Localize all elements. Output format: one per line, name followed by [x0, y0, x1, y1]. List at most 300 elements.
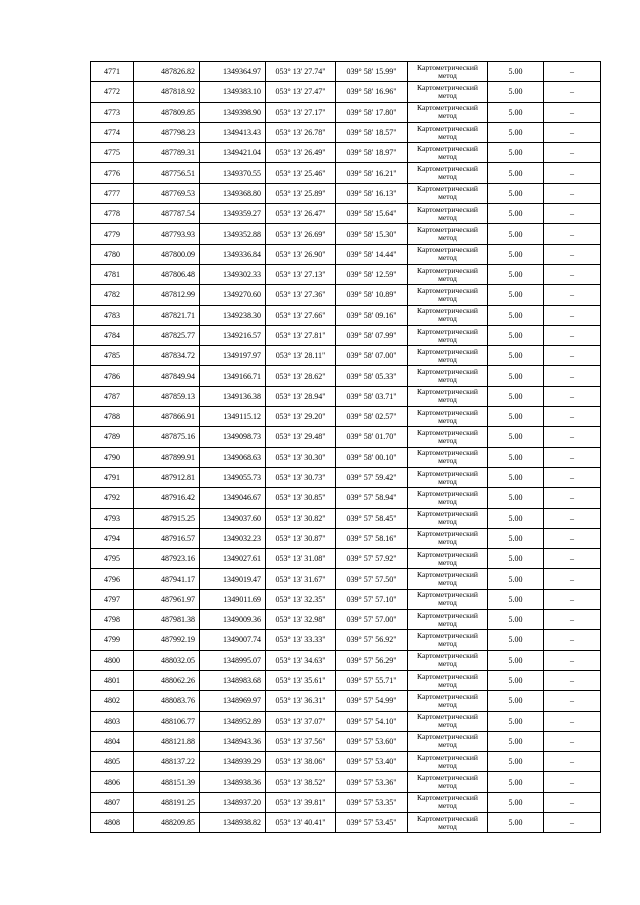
y-coordinate-cell: 1349398.90 [200, 102, 266, 122]
accuracy-cell: 5.00 [488, 589, 544, 609]
y-coordinate-cell: 1349302.33 [200, 264, 266, 284]
latitude-cell: 053° 13' 27.17" [266, 102, 336, 122]
point-number-cell: 4792 [91, 488, 134, 508]
note-cell: – [544, 569, 601, 589]
table-row [91, 325, 601, 345]
y-coordinate-cell: 1349421.04 [200, 143, 266, 163]
y-coordinate-cell: 1349368.80 [200, 183, 266, 203]
y-coordinate-cell: 1349009.36 [200, 610, 266, 630]
accuracy-cell: 5.00 [488, 264, 544, 284]
note-cell: – [544, 264, 601, 284]
longitude-cell: 039° 58' 18.57" [336, 122, 408, 142]
method-cell: Картометрический метод [408, 346, 488, 366]
x-coordinate-cell: 488106.77 [134, 711, 200, 731]
note-cell: – [544, 122, 601, 142]
table-row [91, 305, 601, 325]
table-row [91, 711, 601, 731]
accuracy-cell: 5.00 [488, 670, 544, 690]
method-cell: Картометрический метод [408, 731, 488, 751]
latitude-cell: 053° 13' 26.90" [266, 244, 336, 264]
latitude-cell: 053° 13' 30.85" [266, 488, 336, 508]
note-cell: – [544, 528, 601, 548]
method-cell: Картометрический метод [408, 62, 488, 82]
x-coordinate-cell: 487834.72 [134, 346, 200, 366]
accuracy-cell: 5.00 [488, 528, 544, 548]
point-number-cell: 4799 [91, 630, 134, 650]
x-coordinate-cell: 487806.48 [134, 264, 200, 284]
accuracy-cell: 5.00 [488, 407, 544, 427]
y-coordinate-cell: 1349166.71 [200, 366, 266, 386]
x-coordinate-cell: 487800.09 [134, 244, 200, 264]
note-cell: – [544, 325, 601, 345]
x-coordinate-cell: 487912.81 [134, 467, 200, 487]
longitude-cell: 039° 57' 58.16" [336, 528, 408, 548]
x-coordinate-cell: 487769.53 [134, 183, 200, 203]
point-number-cell: 4794 [91, 528, 134, 548]
point-number-cell: 4777 [91, 183, 134, 203]
y-coordinate-cell: 1349115.12 [200, 407, 266, 427]
y-coordinate-cell: 1349019.47 [200, 569, 266, 589]
y-coordinate-cell: 1349238.30 [200, 305, 266, 325]
table-row [91, 508, 601, 528]
x-coordinate-cell: 487809.85 [134, 102, 200, 122]
table-row [91, 427, 601, 447]
y-coordinate-cell: 1349068.63 [200, 447, 266, 467]
coordinates-table [90, 61, 601, 833]
method-cell: Картометрический метод [408, 163, 488, 183]
accuracy-cell: 5.00 [488, 285, 544, 305]
accuracy-cell: 5.00 [488, 752, 544, 772]
note-cell: – [544, 650, 601, 670]
point-number-cell: 4789 [91, 427, 134, 447]
note-cell: – [544, 752, 601, 772]
x-coordinate-cell: 488137.22 [134, 752, 200, 772]
x-coordinate-cell: 487916.57 [134, 528, 200, 548]
latitude-cell: 053° 13' 32.35" [266, 589, 336, 609]
longitude-cell: 039° 57' 57.50" [336, 569, 408, 589]
latitude-cell: 053° 13' 28.62" [266, 366, 336, 386]
y-coordinate-cell: 1349007.74 [200, 630, 266, 650]
longitude-cell: 039° 57' 58.45" [336, 508, 408, 528]
point-number-cell: 4805 [91, 752, 134, 772]
method-cell: Картометрический метод [408, 264, 488, 284]
latitude-cell: 053° 13' 36.31" [266, 691, 336, 711]
table-row [91, 224, 601, 244]
method-cell: Картометрический метод [408, 183, 488, 203]
point-number-cell: 4801 [91, 670, 134, 690]
longitude-cell: 039° 57' 56.92" [336, 630, 408, 650]
y-coordinate-cell: 1349270.60 [200, 285, 266, 305]
x-coordinate-cell: 487866.91 [134, 407, 200, 427]
longitude-cell: 039° 57' 58.94" [336, 488, 408, 508]
method-cell: Картометрический метод [408, 407, 488, 427]
note-cell: – [544, 549, 601, 569]
y-coordinate-cell: 1349037.60 [200, 508, 266, 528]
latitude-cell: 053° 13' 26.78" [266, 122, 336, 142]
method-cell: Картометрический метод [408, 447, 488, 467]
longitude-cell: 039° 58' 02.57" [336, 407, 408, 427]
table-row [91, 346, 601, 366]
note-cell: – [544, 346, 601, 366]
table-row [91, 610, 601, 630]
latitude-cell: 053° 13' 27.81" [266, 325, 336, 345]
longitude-cell: 039° 58' 07.00" [336, 346, 408, 366]
accuracy-cell: 5.00 [488, 244, 544, 264]
longitude-cell: 039° 58' 15.30" [336, 224, 408, 244]
table-row [91, 366, 601, 386]
latitude-cell: 053° 13' 38.52" [266, 772, 336, 792]
accuracy-cell: 5.00 [488, 204, 544, 224]
y-coordinate-cell: 1348938.82 [200, 812, 266, 832]
longitude-cell: 039° 58' 15.99" [336, 62, 408, 82]
latitude-cell: 053° 13' 37.56" [266, 731, 336, 751]
x-coordinate-cell: 487923.16 [134, 549, 200, 569]
latitude-cell: 053° 13' 31.08" [266, 549, 336, 569]
accuracy-cell: 5.00 [488, 346, 544, 366]
x-coordinate-cell: 488062.26 [134, 670, 200, 690]
longitude-cell: 039° 57' 56.29" [336, 650, 408, 670]
point-number-cell: 4797 [91, 589, 134, 609]
latitude-cell: 053° 13' 28.94" [266, 386, 336, 406]
note-cell: – [544, 82, 601, 102]
point-number-cell: 4800 [91, 650, 134, 670]
y-coordinate-cell: 1349383.10 [200, 82, 266, 102]
table-row [91, 589, 601, 609]
longitude-cell: 039° 58' 03.71" [336, 386, 408, 406]
accuracy-cell: 5.00 [488, 305, 544, 325]
longitude-cell: 039° 57' 53.36" [336, 772, 408, 792]
y-coordinate-cell: 1348943.36 [200, 731, 266, 751]
x-coordinate-cell: 487787.54 [134, 204, 200, 224]
note-cell: – [544, 143, 601, 163]
note-cell: – [544, 163, 601, 183]
x-coordinate-cell: 487825.77 [134, 325, 200, 345]
latitude-cell: 053° 13' 27.36" [266, 285, 336, 305]
x-coordinate-cell: 487941.17 [134, 569, 200, 589]
table-row [91, 752, 601, 772]
x-coordinate-cell: 487961.97 [134, 589, 200, 609]
longitude-cell: 039° 57' 54.99" [336, 691, 408, 711]
method-cell: Картометрический метод [408, 427, 488, 447]
latitude-cell: 053° 13' 27.66" [266, 305, 336, 325]
accuracy-cell: 5.00 [488, 447, 544, 467]
accuracy-cell: 5.00 [488, 163, 544, 183]
latitude-cell: 053° 13' 30.73" [266, 467, 336, 487]
accuracy-cell: 5.00 [488, 792, 544, 812]
point-number-cell: 4804 [91, 731, 134, 751]
method-cell: Картометрический метод [408, 752, 488, 772]
note-cell: – [544, 407, 601, 427]
note-cell: – [544, 610, 601, 630]
point-number-cell: 4791 [91, 467, 134, 487]
longitude-cell: 039° 57' 53.35" [336, 792, 408, 812]
latitude-cell: 053° 13' 25.89" [266, 183, 336, 203]
latitude-cell: 053° 13' 29.20" [266, 407, 336, 427]
note-cell: – [544, 204, 601, 224]
latitude-cell: 053° 13' 28.11" [266, 346, 336, 366]
method-cell: Картометрический метод [408, 244, 488, 264]
note-cell: – [544, 447, 601, 467]
method-cell: Картометрический метод [408, 650, 488, 670]
latitude-cell: 053° 13' 25.46" [266, 163, 336, 183]
table-row [91, 549, 601, 569]
point-number-cell: 4796 [91, 569, 134, 589]
note-cell: – [544, 508, 601, 528]
y-coordinate-cell: 1349136.38 [200, 386, 266, 406]
note-cell: – [544, 285, 601, 305]
y-coordinate-cell: 1349055.73 [200, 467, 266, 487]
x-coordinate-cell: 487875.16 [134, 427, 200, 447]
table-row [91, 812, 601, 832]
x-coordinate-cell: 487756.51 [134, 163, 200, 183]
y-coordinate-cell: 1349359.27 [200, 204, 266, 224]
y-coordinate-cell: 1348937.20 [200, 792, 266, 812]
y-coordinate-cell: 1349216.57 [200, 325, 266, 345]
latitude-cell: 053° 13' 26.47" [266, 204, 336, 224]
method-cell: Картометрический метод [408, 102, 488, 122]
method-cell: Картометрический метод [408, 82, 488, 102]
note-cell: – [544, 589, 601, 609]
table-row [91, 670, 601, 690]
latitude-cell: 053° 13' 29.48" [266, 427, 336, 447]
y-coordinate-cell: 1348938.36 [200, 772, 266, 792]
point-number-cell: 4806 [91, 772, 134, 792]
x-coordinate-cell: 488209.85 [134, 812, 200, 832]
table-row [91, 183, 601, 203]
note-cell: – [544, 183, 601, 203]
point-number-cell: 4779 [91, 224, 134, 244]
method-cell: Картометрический метод [408, 549, 488, 569]
note-cell: – [544, 488, 601, 508]
longitude-cell: 039° 57' 55.71" [336, 670, 408, 690]
longitude-cell: 039° 58' 14.44" [336, 244, 408, 264]
y-coordinate-cell: 1348983.68 [200, 670, 266, 690]
table-row [91, 731, 601, 751]
x-coordinate-cell: 487859.13 [134, 386, 200, 406]
x-coordinate-cell: 487899.91 [134, 447, 200, 467]
note-cell: – [544, 366, 601, 386]
table-row [91, 264, 601, 284]
y-coordinate-cell: 1349032.23 [200, 528, 266, 548]
point-number-cell: 4807 [91, 792, 134, 812]
y-coordinate-cell: 1349352.88 [200, 224, 266, 244]
x-coordinate-cell: 487981.38 [134, 610, 200, 630]
accuracy-cell: 5.00 [488, 488, 544, 508]
method-cell: Картометрический метод [408, 204, 488, 224]
y-coordinate-cell: 1349197.97 [200, 346, 266, 366]
x-coordinate-cell: 487798.23 [134, 122, 200, 142]
y-coordinate-cell: 1349046.67 [200, 488, 266, 508]
note-cell: – [544, 630, 601, 650]
method-cell: Картометрический метод [408, 143, 488, 163]
latitude-cell: 053° 13' 33.33" [266, 630, 336, 650]
table-row [91, 407, 601, 427]
point-number-cell: 4790 [91, 447, 134, 467]
table-row [91, 143, 601, 163]
method-cell: Картометрический метод [408, 812, 488, 832]
latitude-cell: 053° 13' 38.06" [266, 752, 336, 772]
latitude-cell: 053° 13' 35.61" [266, 670, 336, 690]
y-coordinate-cell: 1349413.43 [200, 122, 266, 142]
point-number-cell: 4773 [91, 102, 134, 122]
method-cell: Картометрический метод [408, 630, 488, 650]
table-row [91, 244, 601, 264]
note-cell: – [544, 102, 601, 122]
method-cell: Картометрический метод [408, 792, 488, 812]
point-number-cell: 4782 [91, 285, 134, 305]
point-number-cell: 4783 [91, 305, 134, 325]
longitude-cell: 039° 58' 09.16" [336, 305, 408, 325]
table-row [91, 772, 601, 792]
note-cell: – [544, 386, 601, 406]
x-coordinate-cell: 487818.92 [134, 82, 200, 102]
point-number-cell: 4778 [91, 204, 134, 224]
point-number-cell: 4780 [91, 244, 134, 264]
table-row [91, 386, 601, 406]
x-coordinate-cell: 487821.71 [134, 305, 200, 325]
longitude-cell: 039° 57' 54.10" [336, 711, 408, 731]
method-cell: Картометрический метод [408, 285, 488, 305]
y-coordinate-cell: 1349011.69 [200, 589, 266, 609]
x-coordinate-cell: 487849.94 [134, 366, 200, 386]
point-number-cell: 4781 [91, 264, 134, 284]
point-number-cell: 4795 [91, 549, 134, 569]
method-cell: Картометрический метод [408, 122, 488, 142]
table-row [91, 447, 601, 467]
note-cell: – [544, 467, 601, 487]
latitude-cell: 053° 13' 31.67" [266, 569, 336, 589]
accuracy-cell: 5.00 [488, 508, 544, 528]
longitude-cell: 039° 57' 57.10" [336, 589, 408, 609]
note-cell: – [544, 244, 601, 264]
point-number-cell: 4808 [91, 812, 134, 832]
method-cell: Картометрический метод [408, 772, 488, 792]
accuracy-cell: 5.00 [488, 62, 544, 82]
note-cell: – [544, 224, 601, 244]
longitude-cell: 039° 57' 53.45" [336, 812, 408, 832]
y-coordinate-cell: 1349336.84 [200, 244, 266, 264]
longitude-cell: 039° 57' 59.42" [336, 467, 408, 487]
x-coordinate-cell: 488121.88 [134, 731, 200, 751]
x-coordinate-cell: 488032.05 [134, 650, 200, 670]
x-coordinate-cell: 487992.19 [134, 630, 200, 650]
accuracy-cell: 5.00 [488, 650, 544, 670]
accuracy-cell: 5.00 [488, 386, 544, 406]
method-cell: Картометрический метод [408, 528, 488, 548]
method-cell: Картометрический метод [408, 467, 488, 487]
longitude-cell: 039° 58' 16.13" [336, 183, 408, 203]
longitude-cell: 039° 57' 53.40" [336, 752, 408, 772]
latitude-cell: 053° 13' 37.07" [266, 711, 336, 731]
point-number-cell: 4787 [91, 386, 134, 406]
point-number-cell: 4793 [91, 508, 134, 528]
method-cell: Картометрический метод [408, 305, 488, 325]
table-row [91, 792, 601, 812]
accuracy-cell: 5.00 [488, 610, 544, 630]
latitude-cell: 053° 13' 30.30" [266, 447, 336, 467]
method-cell: Картометрический метод [408, 610, 488, 630]
accuracy-cell: 5.00 [488, 549, 544, 569]
longitude-cell: 039° 58' 12.59" [336, 264, 408, 284]
table-row [91, 102, 601, 122]
method-cell: Картометрический метод [408, 691, 488, 711]
accuracy-cell: 5.00 [488, 467, 544, 487]
x-coordinate-cell: 488191.25 [134, 792, 200, 812]
y-coordinate-cell: 1349027.61 [200, 549, 266, 569]
table-row [91, 630, 601, 650]
point-number-cell: 4772 [91, 82, 134, 102]
point-number-cell: 4802 [91, 691, 134, 711]
y-coordinate-cell: 1348939.29 [200, 752, 266, 772]
accuracy-cell: 5.00 [488, 772, 544, 792]
x-coordinate-cell: 487793.93 [134, 224, 200, 244]
note-cell: – [544, 731, 601, 751]
latitude-cell: 053° 13' 30.87" [266, 528, 336, 548]
method-cell: Картометрический метод [408, 670, 488, 690]
accuracy-cell: 5.00 [488, 427, 544, 447]
table-row [91, 569, 601, 589]
method-cell: Картометрический метод [408, 569, 488, 589]
method-cell: Картометрический метод [408, 224, 488, 244]
x-coordinate-cell: 488083.76 [134, 691, 200, 711]
accuracy-cell: 5.00 [488, 224, 544, 244]
table-row [91, 62, 601, 82]
latitude-cell: 053° 13' 26.69" [266, 224, 336, 244]
accuracy-cell: 5.00 [488, 691, 544, 711]
longitude-cell: 039° 57' 57.92" [336, 549, 408, 569]
point-number-cell: 4798 [91, 610, 134, 630]
longitude-cell: 039° 58' 05.33" [336, 366, 408, 386]
x-coordinate-cell: 487812.99 [134, 285, 200, 305]
table-row [91, 528, 601, 548]
coordinates-table-body [91, 62, 601, 833]
accuracy-cell: 5.00 [488, 82, 544, 102]
method-cell: Картометрический метод [408, 366, 488, 386]
accuracy-cell: 5.00 [488, 102, 544, 122]
table-row [91, 122, 601, 142]
table-row [91, 82, 601, 102]
longitude-cell: 039° 57' 57.00" [336, 610, 408, 630]
note-cell: – [544, 792, 601, 812]
method-cell: Картометрический метод [408, 711, 488, 731]
note-cell: – [544, 812, 601, 832]
y-coordinate-cell: 1348995.07 [200, 650, 266, 670]
method-cell: Картометрический метод [408, 508, 488, 528]
point-number-cell: 4771 [91, 62, 134, 82]
method-cell: Картометрический метод [408, 488, 488, 508]
point-number-cell: 4776 [91, 163, 134, 183]
y-coordinate-cell: 1348952.89 [200, 711, 266, 731]
latitude-cell: 053° 13' 27.47" [266, 82, 336, 102]
latitude-cell: 053° 13' 39.81" [266, 792, 336, 812]
latitude-cell: 053° 13' 30.82" [266, 508, 336, 528]
point-number-cell: 4785 [91, 346, 134, 366]
longitude-cell: 039° 58' 15.64" [336, 204, 408, 224]
accuracy-cell: 5.00 [488, 143, 544, 163]
latitude-cell: 053° 13' 34.63" [266, 650, 336, 670]
latitude-cell: 053° 13' 32.98" [266, 610, 336, 630]
table-row [91, 691, 601, 711]
point-number-cell: 4784 [91, 325, 134, 345]
x-coordinate-cell: 487915.25 [134, 508, 200, 528]
point-number-cell: 4774 [91, 122, 134, 142]
note-cell: – [544, 670, 601, 690]
note-cell: – [544, 305, 601, 325]
latitude-cell: 053° 13' 40.41" [266, 812, 336, 832]
table-row [91, 163, 601, 183]
point-number-cell: 4775 [91, 143, 134, 163]
method-cell: Картометрический метод [408, 325, 488, 345]
